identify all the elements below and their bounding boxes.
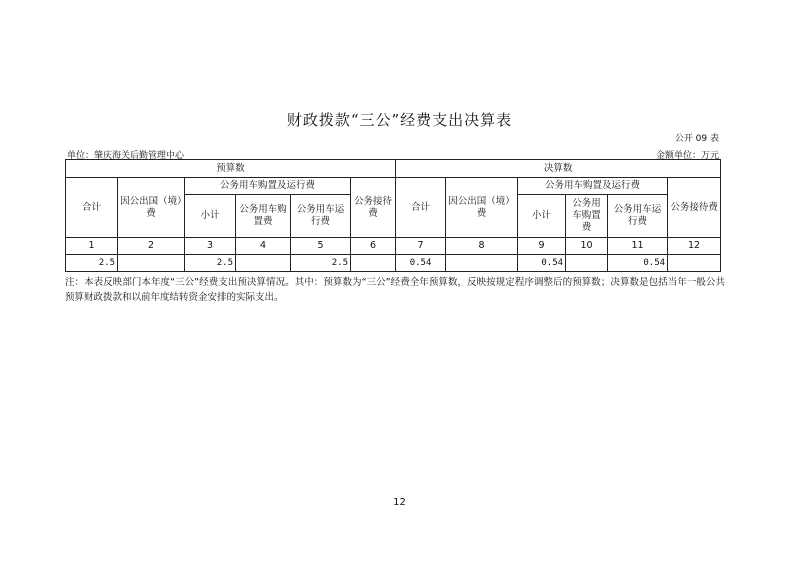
column-number: 1 [66, 238, 118, 255]
final-vehicle-group-header: 公务用车购置及运行费 [518, 178, 668, 195]
final-subtotal-header: 小计 [518, 195, 566, 238]
column-number: 12 [668, 238, 721, 255]
unit-label: 单位：肇庆海关后勤管理中心 [67, 151, 185, 161]
final-header: 决算数 [396, 160, 721, 178]
value-cell [668, 255, 721, 272]
column-number: 6 [351, 238, 396, 255]
value-cell: 2.5 [291, 255, 351, 272]
column-number-row [66, 238, 721, 255]
value-cell: 2.5 [185, 255, 236, 272]
final-abroad-header: 因公出国（境）费 [446, 178, 518, 238]
budget-header: 预算数 [66, 160, 396, 178]
final-vehicle-purchase-header: 公务用车购置费 [566, 195, 608, 238]
budget-subtotal-header: 小计 [185, 195, 236, 238]
amount-unit-label: 金额单位：万元 [655, 151, 719, 161]
final-vehicle-operation-header: 公务用车运行费 [608, 195, 668, 238]
value-cell: 0.54 [396, 255, 446, 272]
value-cell [566, 255, 608, 272]
budget-vehicle-purchase-header: 公务用车购置费 [236, 195, 291, 238]
value-cell: 0.54 [518, 255, 566, 272]
table-code: 公开 09 表 [674, 134, 719, 144]
column-number: 3 [185, 238, 236, 255]
page-number: 12 [393, 497, 406, 508]
value-cell: 2.5 [66, 255, 118, 272]
value-cell [118, 255, 185, 272]
value-cell [351, 255, 396, 272]
column-number: 5 [291, 238, 351, 255]
column-number: 8 [446, 238, 518, 255]
budget-reception-header: 公务接待费 [351, 178, 396, 238]
final-reception-header: 公务接待费 [668, 178, 721, 238]
value-cell [236, 255, 291, 272]
header-row-2 [66, 178, 721, 195]
header-row-1 [66, 160, 721, 178]
budget-vehicle-operation-header: 公务用车运行费 [291, 195, 351, 238]
column-number: 2 [118, 238, 185, 255]
value-row [66, 255, 721, 272]
page-title: 财政拨款“三公”经费支出决算表 [286, 111, 513, 129]
column-number: 4 [236, 238, 291, 255]
column-number: 9 [518, 238, 566, 255]
budget-vehicle-group-header: 公务用车购置及运行费 [185, 178, 351, 195]
column-number: 7 [396, 238, 446, 255]
final-total-header: 合计 [396, 178, 446, 238]
budget-abroad-header: 因公出国（境）费 [118, 178, 185, 238]
value-cell: 0.54 [608, 255, 668, 272]
table-note: 注：本表反映部门本年度“三公”经费支出预决算情况。其中：预算数为“三公”经费全年预算数，反映按规定程序调整后的预算数；决算数是包括当年一般公共预算财政拨款和以前年度结转资金安排的实际支出。 [65, 277, 725, 303]
column-number: 10 [566, 238, 608, 255]
column-number: 11 [608, 238, 668, 255]
budget-total-header: 合计 [66, 178, 118, 238]
value-cell [446, 255, 518, 272]
expense-table [65, 159, 721, 272]
